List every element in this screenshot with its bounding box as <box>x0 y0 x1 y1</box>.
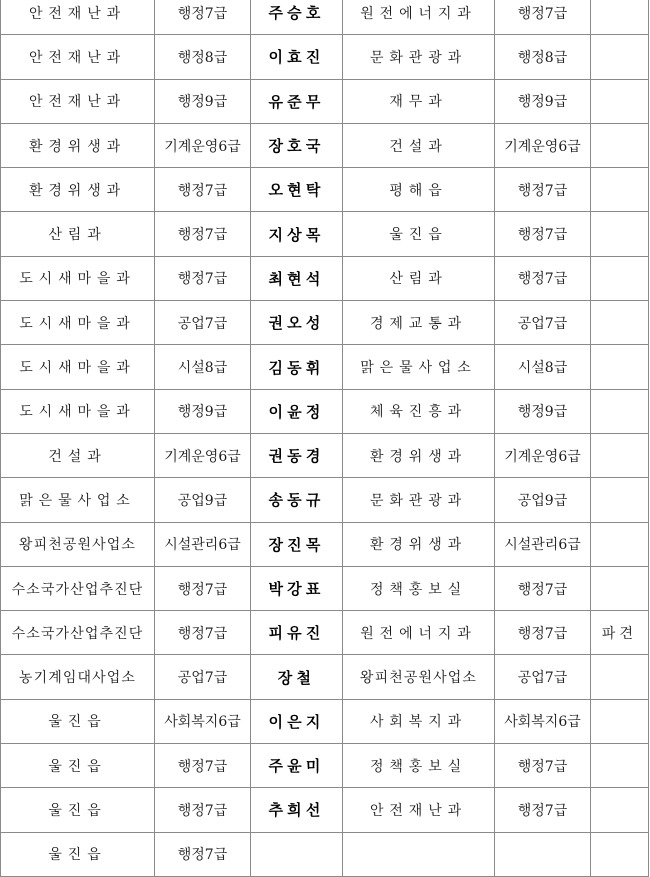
new-grade-cell: 행정7급 <box>495 0 591 35</box>
employee-name-cell: 이윤정 <box>251 389 343 433</box>
remark-cell <box>591 345 649 389</box>
new-department-cell: 맑은물사업소 <box>343 345 495 389</box>
employee-name-cell: 피유진 <box>251 611 343 655</box>
new-department-cell: 왕피천공원사업소 <box>343 655 495 699</box>
previous-grade-cell: 행정7급 <box>155 744 251 788</box>
previous-department-cell: 수소국가산업추진단 <box>1 566 155 610</box>
remark-cell <box>591 256 649 300</box>
previous-department-cell: 도시새마을과 <box>1 345 155 389</box>
table-row <box>1 699 649 743</box>
new-grade-cell: 공업7급 <box>495 301 591 345</box>
new-department-cell: 정책홍보실 <box>343 566 495 610</box>
new-department-cell <box>343 832 495 876</box>
table-row <box>1 79 649 123</box>
table-row <box>1 744 649 788</box>
new-department-cell: 울진읍 <box>343 212 495 256</box>
remark-cell <box>591 478 649 522</box>
remark-cell <box>591 699 649 743</box>
table-row <box>1 566 649 610</box>
previous-grade-cell: 기계운영6급 <box>155 123 251 167</box>
new-department-cell: 정책홍보실 <box>343 744 495 788</box>
employee-name-cell: 이효진 <box>251 35 343 79</box>
table-row <box>1 301 649 345</box>
previous-department-cell: 수소국가산업추진단 <box>1 611 155 655</box>
previous-grade-cell: 행정7급 <box>155 168 251 212</box>
previous-grade-cell: 시설관리6급 <box>155 522 251 566</box>
previous-department-cell: 농기계임대사업소 <box>1 655 155 699</box>
table-row <box>1 35 649 79</box>
new-grade-cell: 시설8급 <box>495 345 591 389</box>
employee-name-cell: 최현석 <box>251 256 343 300</box>
new-department-cell: 재무과 <box>343 79 495 123</box>
table-row <box>1 788 649 832</box>
table-row <box>1 433 649 477</box>
employee-name-cell: 박강표 <box>251 566 343 610</box>
previous-grade-cell: 공업7급 <box>155 655 251 699</box>
employee-name-cell: 지상목 <box>251 212 343 256</box>
new-department-cell: 사회복지과 <box>343 699 495 743</box>
employee-name-cell: 장진목 <box>251 522 343 566</box>
previous-grade-cell: 행정9급 <box>155 79 251 123</box>
new-department-cell: 산림과 <box>343 256 495 300</box>
new-department-cell: 경제교통과 <box>343 301 495 345</box>
previous-department-cell: 울진읍 <box>1 699 155 743</box>
employee-name-cell: 이은지 <box>251 699 343 743</box>
table-row <box>1 655 649 699</box>
table-row <box>1 123 649 167</box>
table-row <box>1 832 649 876</box>
table-row <box>1 611 649 655</box>
remark-cell <box>591 832 649 876</box>
previous-department-cell: 맑은물사업소 <box>1 478 155 522</box>
remark-cell <box>591 389 649 433</box>
previous-grade-cell: 공업7급 <box>155 301 251 345</box>
previous-grade-cell: 행정7급 <box>155 832 251 876</box>
previous-grade-cell: 공업9급 <box>155 478 251 522</box>
previous-department-cell: 도시새마을과 <box>1 256 155 300</box>
previous-department-cell: 안전재난과 <box>1 35 155 79</box>
previous-grade-cell: 행정8급 <box>155 35 251 79</box>
previous-grade-cell: 행정7급 <box>155 212 251 256</box>
new-grade-cell: 행정7급 <box>495 611 591 655</box>
remark-cell <box>591 79 649 123</box>
employee-name-cell: 오현탁 <box>251 168 343 212</box>
new-grade-cell: 기계운영6급 <box>495 123 591 167</box>
previous-grade-cell: 행정7급 <box>155 256 251 300</box>
new-grade-cell: 공업9급 <box>495 478 591 522</box>
new-grade-cell: 시설관리6급 <box>495 522 591 566</box>
table-row <box>1 256 649 300</box>
new-department-cell: 안전재난과 <box>343 788 495 832</box>
table-row <box>1 389 649 433</box>
previous-department-cell: 환경위생과 <box>1 168 155 212</box>
new-grade-cell <box>495 832 591 876</box>
previous-department-cell: 안전재난과 <box>1 79 155 123</box>
new-department-cell: 건설과 <box>343 123 495 167</box>
table-row <box>1 478 649 522</box>
employee-name-cell: 주윤미 <box>251 744 343 788</box>
employee-name-cell: 권동경 <box>251 433 343 477</box>
employee-name-cell <box>251 832 343 876</box>
new-grade-cell: 기계운영6급 <box>495 433 591 477</box>
table-row <box>1 168 649 212</box>
new-grade-cell: 행정7급 <box>495 788 591 832</box>
new-grade-cell: 행정7급 <box>495 256 591 300</box>
new-grade-cell: 행정7급 <box>495 566 591 610</box>
new-grade-cell: 사회복지6급 <box>495 699 591 743</box>
previous-grade-cell: 행정9급 <box>155 389 251 433</box>
previous-department-cell: 도시새마을과 <box>1 389 155 433</box>
employee-name-cell: 송동규 <box>251 478 343 522</box>
new-grade-cell: 행정7급 <box>495 168 591 212</box>
remark-cell <box>591 35 649 79</box>
remark-cell: 파견 <box>591 611 649 655</box>
previous-grade-cell: 시설8급 <box>155 345 251 389</box>
new-department-cell: 체육진흥과 <box>343 389 495 433</box>
previous-grade-cell: 행정7급 <box>155 611 251 655</box>
new-grade-cell: 행정9급 <box>495 389 591 433</box>
remark-cell <box>591 212 649 256</box>
employee-name-cell: 김동휘 <box>251 345 343 389</box>
remark-cell <box>591 301 649 345</box>
previous-department-cell: 안전재난과 <box>1 0 155 35</box>
new-grade-cell: 행정8급 <box>495 35 591 79</box>
employee-name-cell: 장호국 <box>251 123 343 167</box>
new-department-cell: 원전에너지과 <box>343 611 495 655</box>
previous-department-cell: 왕피천공원사업소 <box>1 522 155 566</box>
table-row <box>1 522 649 566</box>
new-grade-cell: 행정7급 <box>495 212 591 256</box>
new-grade-cell: 행정7급 <box>495 744 591 788</box>
employee-name-cell: 장철 <box>251 655 343 699</box>
new-department-cell: 문화관광과 <box>343 478 495 522</box>
employee-name-cell: 주승호 <box>251 0 343 35</box>
new-department-cell: 평해읍 <box>343 168 495 212</box>
employee-name-cell: 유준무 <box>251 79 343 123</box>
previous-grade-cell: 사회복지6급 <box>155 699 251 743</box>
previous-grade-cell: 행정7급 <box>155 788 251 832</box>
new-grade-cell: 행정9급 <box>495 79 591 123</box>
employee-name-cell: 추희선 <box>251 788 343 832</box>
remark-cell <box>591 566 649 610</box>
remark-cell <box>591 744 649 788</box>
remark-cell <box>591 168 649 212</box>
roster-body <box>1 0 649 876</box>
remark-cell <box>591 123 649 167</box>
previous-department-cell: 울진읍 <box>1 832 155 876</box>
new-department-cell: 원전에너지과 <box>343 0 495 35</box>
previous-department-cell: 건설과 <box>1 433 155 477</box>
table-row <box>1 212 649 256</box>
remark-cell <box>591 433 649 477</box>
previous-department-cell: 환경위생과 <box>1 123 155 167</box>
previous-grade-cell: 기계운영6급 <box>155 433 251 477</box>
remark-cell <box>591 788 649 832</box>
remark-cell <box>591 655 649 699</box>
table-row <box>1 0 649 35</box>
new-department-cell: 환경위생과 <box>343 522 495 566</box>
previous-grade-cell: 행정7급 <box>155 566 251 610</box>
remark-cell <box>591 0 649 35</box>
table-row <box>1 345 649 389</box>
previous-department-cell: 산림과 <box>1 212 155 256</box>
new-department-cell: 환경위생과 <box>343 433 495 477</box>
remark-cell <box>591 522 649 566</box>
new-department-cell: 문화관광과 <box>343 35 495 79</box>
previous-department-cell: 도시새마을과 <box>1 301 155 345</box>
previous-grade-cell: 행정7급 <box>155 0 251 35</box>
new-grade-cell: 공업7급 <box>495 655 591 699</box>
previous-department-cell: 울진읍 <box>1 744 155 788</box>
previous-department-cell: 울진읍 <box>1 788 155 832</box>
employee-name-cell: 권오성 <box>251 301 343 345</box>
